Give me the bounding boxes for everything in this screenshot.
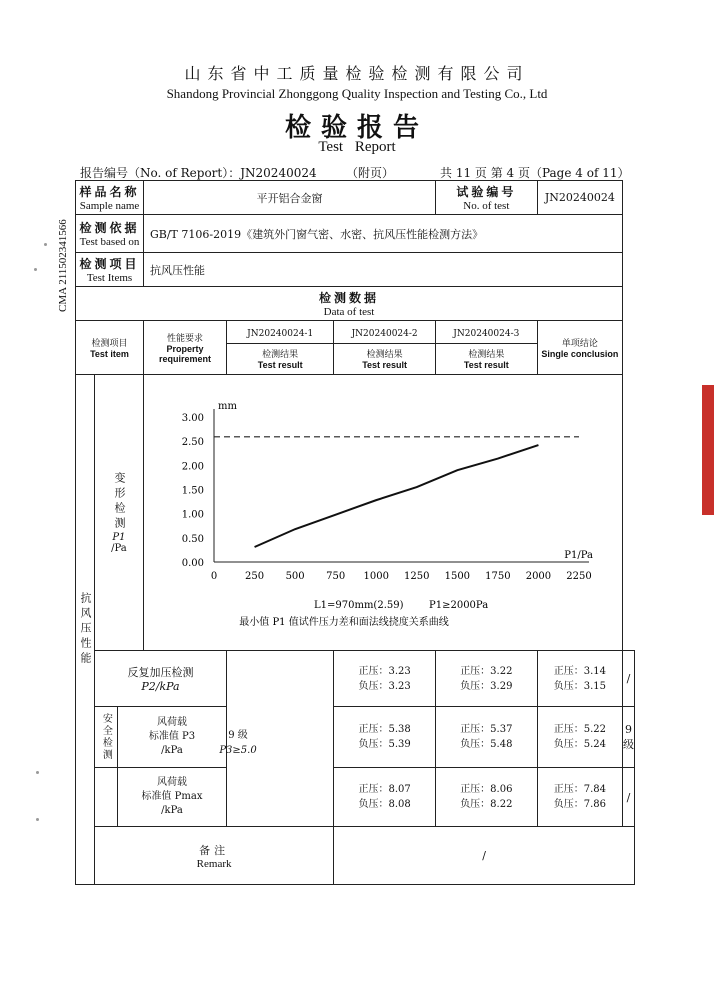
remark-label: 备注 Remark [94,827,333,885]
scan-dot [36,771,39,774]
test-items-value: 抗风压性能 [143,253,622,287]
std-result-3: 正压：5.22 负压：5.24 [537,707,622,768]
x-tick-label: 750 [326,571,346,582]
col-conclusion: 单项结论 Single conclusion [537,321,622,375]
chart-note-l1: L1=970mm(2.59) [313,600,404,611]
company-name-cn: 山东省中工质量检验检测有限公司 [184,64,530,83]
sample-name-label: 样品名称 Sample name [76,181,144,215]
remark-value: / [334,827,635,885]
scan-dot [44,243,47,246]
company-name-en: Shandong Provincial Zhonggong Quality Inspection and Testing Co., Ltd [166,86,548,101]
basis-value: GB/T 7106-2019《建筑外门窗气密、水密、抗风压性能检测方法》 [143,215,622,253]
y-axis-unit: mm [217,401,237,412]
seal-edge-mark [702,385,714,515]
test-items-label: 检测项目 Test Items [76,253,144,287]
x-axis-unit: P1/Pa [564,550,593,561]
repeat-result-3: 正压：3.14 负压：3.15 [537,651,622,707]
report-appendix: （附页） [346,166,395,180]
y-tick-label: 1.50 [181,485,204,497]
col-property: 性能要求 Property requirement [143,321,226,375]
data-of-test-heading: 检测数据 Data of test [76,287,623,321]
max-result-1: 正压：8.07 负压：8.08 [334,768,436,827]
x-tick-label: 0 [210,571,218,582]
cma-stamp-number: CMA 211502341566 [57,219,69,312]
y-tick-label: 3.00 [181,413,204,424]
page-indicator: 共 11 页 第 4 页（Page 4 of 11） [440,166,630,180]
y-tick-label: 1.00 [181,509,204,521]
std-label: 安全检测 风荷载 标准值 P3 /kPa [94,707,226,768]
report-number: 报告编号（No. of Report）：JN20240024 [80,166,317,180]
x-tick-label: 2000 [525,571,552,582]
deflection-curve [255,445,539,547]
chart-caption: 最小值 P1 值试件压力差和面法线挠度关系曲线 [239,617,449,628]
report-table [75,180,635,885]
max-conclusion: / [623,768,635,827]
x-tick-label: 2250 [566,571,592,582]
x-tick-label: 1000 [363,571,389,582]
std-conclusion: 9 级 [623,707,635,768]
requirement-text: 9 级 P3≥5.0 [219,730,257,756]
chart-note-p1: P1≥2000Pa [428,600,489,611]
x-tick-label: 1250 [404,571,430,582]
x-tick-label: 1500 [444,571,471,582]
max-result-3: 正压：7.84 负压：7.86 [537,768,622,827]
scan-dot [34,268,37,271]
test-no-label: 试验编号 No. of test [435,181,537,215]
col-test-item: 检测项目 Test item [76,321,144,375]
y-tick-label: 2.50 [181,437,204,449]
y-tick-label: 0.50 [181,533,204,545]
repeat-result-2: 正压：3.22 负压：3.29 [435,651,537,707]
repeat-label: 反复加压检测 P2/kPa [94,651,226,707]
x-tick-label: 250 [244,571,265,582]
max-result-2: 正压：8.06 负压：8.22 [435,768,537,827]
repeat-result-1: 正压：3.23 负压：3.23 [334,651,436,707]
deform-label-cell: 变形检测 P1 /Pa [94,375,143,651]
col-sample-1: JN20240024-1 检测结果 Test result [227,321,334,375]
repeat-conclusion: / [623,651,635,707]
deflection-chart-cell [143,375,622,651]
x-tick-label: 500 [285,571,305,582]
y-tick-label: 2.00 [181,461,204,473]
wind-pressure-label: 抗风压性能 [76,375,95,885]
x-tick-label: 1750 [485,571,511,582]
report-title-cn: 检验报告 [284,113,429,143]
scan-dot [36,818,39,821]
deflection-chart [144,375,622,647]
max-label: 风荷载 标准值 Pmax /kPa [94,768,226,827]
basis-label: 检测依据 Test based on [76,215,144,253]
sample-name-value: 平开铝合金窗 [143,181,435,215]
y-tick-label: 0.00 [181,558,204,569]
std-result-1: 正压：5.38 负压：5.39 [334,707,436,768]
test-no-value: JN20240024 [537,181,622,215]
col-sample-3: JN20240024-3 检测结果 Test result [435,321,537,375]
std-result-2: 正压：5.37 负压：5.48 [435,707,537,768]
report-title-en: Test Report [318,139,396,155]
col-sample-2: JN20240024-2 检测结果 Test result [334,321,436,375]
